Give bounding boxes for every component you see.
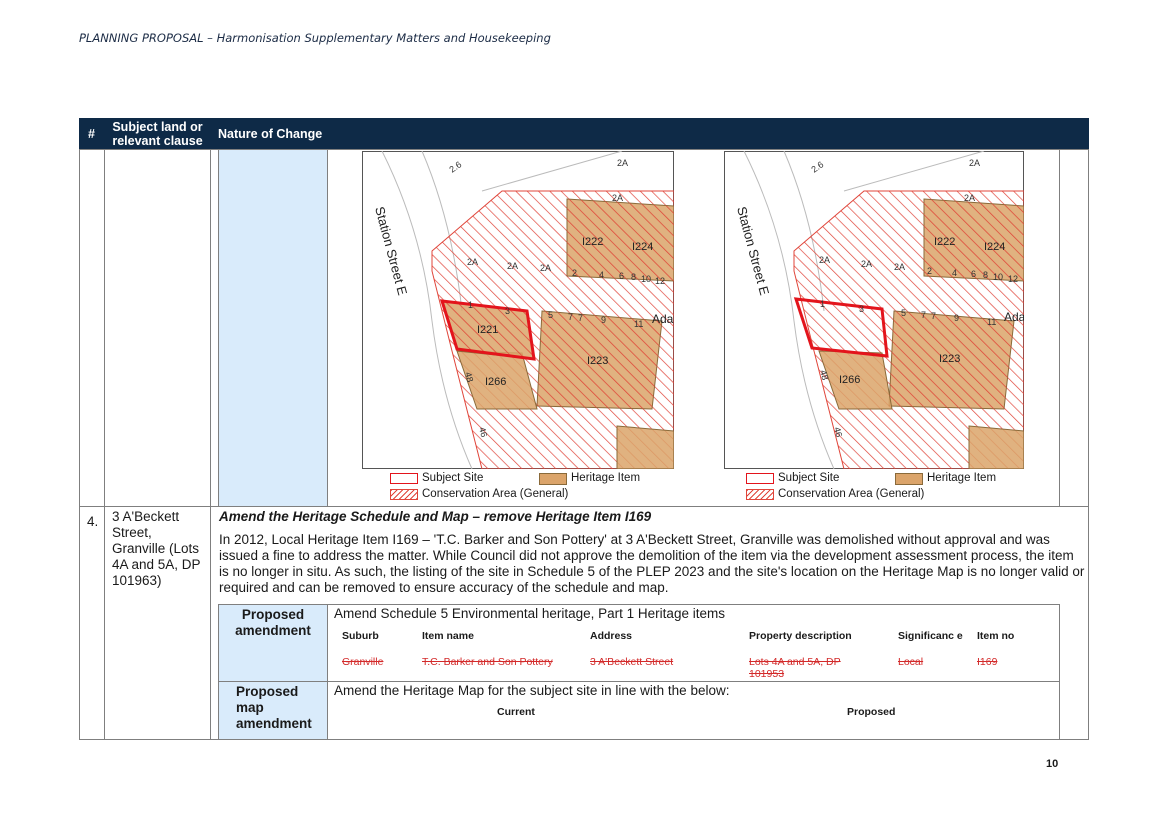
map-heritage-label: I224 (984, 241, 1006, 253)
map-heritage-label: I223 (939, 353, 961, 365)
subject-land-text: 3 A'Beckett Street, Granville (Lots 4A and 5A, DP 101963) (112, 509, 201, 588)
map-street-label: Station Street E (372, 204, 411, 297)
map-lot-label: 2A (969, 158, 981, 168)
map-lot-number: 6 (619, 271, 625, 281)
map-lot-number: 7 (931, 311, 937, 321)
current-map-legend (390, 472, 690, 502)
map-lot-number: 46 (477, 425, 490, 439)
schedule-header-item-name: Item name (422, 630, 474, 642)
amendment-paragraph: In 2012, Local Heritage Item I169 – 'T.C. Barker and Son Pottery' at 3 A'Beckett Street, Granville was demolished without approval and was issued a fine to address the matter. While Council did not approve the demolition of the item via the development assessment process, the item is no longer in situ. As such, the listing of the site in Schedule 5 of the PLEP 2023 and the site's location on the Heritage Map is no longer valid or required and can be removed to ensure accuracy of the schedule and map. (219, 532, 1085, 595)
conservation-swatch (390, 489, 418, 500)
map-lot-number: 1 (820, 299, 826, 309)
map-lot-number: 3 (859, 304, 865, 314)
subject-site-swatch (390, 473, 418, 484)
schedule-cell-significance: Local (898, 656, 924, 668)
map-lot-number: 12 (655, 276, 666, 286)
map-heritage-label: I266 (485, 376, 507, 388)
map-lot-number: 4 (599, 270, 605, 280)
row3-subject-cell (104, 149, 211, 507)
map-heritage-label: I222 (934, 236, 956, 248)
col-header-number: # (79, 118, 104, 149)
map-heritage-label: I266 (839, 374, 861, 386)
map-lot-label: 2A (467, 257, 479, 267)
heritage-item-swatch (895, 473, 923, 485)
map-lot-label: 2A (894, 262, 906, 272)
proposed-map-legend (746, 472, 1036, 502)
proposed-amendment-label: Proposed amendment (235, 607, 311, 638)
proposed-map-text: Amend the Heritage Map for the subject site in line with the below: (334, 683, 730, 698)
proposed-map-label: Proposed map amendment (236, 684, 312, 731)
row3-blue-label-cell (218, 149, 328, 507)
map-lot-label: 2A (617, 158, 629, 168)
map-lot-label: 2A (540, 263, 552, 273)
map-proposed-label: Proposed (847, 706, 896, 718)
map-heritage-label: I221 (477, 324, 499, 336)
proposed-map-cell (327, 681, 1060, 740)
schedule-header-suburb: Suburb (342, 630, 379, 642)
schedule-header-property: Property description (749, 630, 852, 642)
proposed-heritage-map (724, 151, 1024, 469)
legend-subject-site: Subject Site (778, 472, 840, 484)
map-lot-number: 9 (954, 313, 960, 323)
map-heritage-label: I224 (632, 241, 654, 253)
proposed-amendment-text: Amend Schedule 5 Environmental heritage, Part 1 Heritage items (334, 606, 725, 621)
map-lot-number: 4 (952, 268, 958, 278)
map-heritage-label: I223 (587, 355, 609, 367)
map-street-label: Station Street E (734, 204, 773, 297)
map-lot-label: 2A (612, 193, 624, 203)
row4-number-cell (79, 506, 105, 740)
map-lot-number: 46 (832, 425, 845, 439)
row4-subject-cell (104, 506, 211, 740)
legend-subject-site: Subject Site (422, 472, 484, 484)
col-header-subject: Subject land or relevant clause (105, 118, 210, 149)
map-street-fragment: Ada (652, 312, 674, 326)
map-lot-number: 11 (987, 317, 997, 327)
map-lot-number: 7 (568, 312, 574, 322)
schedule-header-significance: Significanc e (898, 630, 963, 642)
map-lot-number: 7 (921, 310, 927, 320)
map-lot-number: 6 (971, 269, 977, 279)
legend-conservation: Conservation Area (General) (778, 488, 925, 500)
map-lot-number: 10 (993, 272, 1004, 282)
proposed-amendment-label-cell (218, 604, 328, 682)
schedule-cell-address: 3 A'Beckett Street (590, 656, 674, 668)
map-lot-label: 2A (819, 255, 831, 265)
schedule-cell-property: Lots 4A and 5A, DP 101953 (749, 656, 841, 680)
map-lot-label: 2A (861, 259, 873, 269)
map-lot-number: 2 (927, 266, 933, 276)
page-header: PLANNING PROPOSAL – Harmonisation Supplementary Matters and Housekeeping (79, 31, 551, 45)
map-lot-number: 9 (601, 315, 607, 325)
map-street-fragment: Ada (1004, 310, 1024, 324)
map-lot-label: 2A (964, 193, 976, 203)
proposed-amendment-cell (327, 604, 1060, 682)
schedule-header-address: Address (590, 630, 633, 642)
amendment-heading: Amend the Heritage Schedule and Map – remove Heritage Item I169 (219, 509, 652, 524)
schedule-header-item-no: Item no (977, 630, 1015, 642)
map-lot-number: 8 (983, 270, 989, 280)
subject-site-swatch (746, 473, 774, 484)
map-lot-number: 5 (901, 308, 907, 318)
map-current-label: Current (497, 706, 535, 718)
row3-number-cell (79, 149, 105, 507)
map-lot-number: 7 (578, 313, 584, 323)
map-lot-label: 2A (507, 261, 519, 271)
map-lot-number: 2 (572, 268, 578, 278)
page-number: 10 (1046, 758, 1059, 770)
legend-heritage-item: Heritage Item (571, 472, 641, 484)
row-number: 4. (87, 514, 99, 529)
map-lot-number: 1 (468, 300, 474, 310)
map-lot-number: 12 (1008, 274, 1019, 284)
conservation-swatch (746, 489, 774, 500)
map-lot-number: 3 (505, 306, 511, 316)
heritage-item-swatch (539, 473, 567, 485)
current-heritage-map (362, 151, 674, 469)
map-lot-number: 5 (548, 310, 554, 320)
map-lot-number: 48 (818, 368, 831, 382)
map-lot-label: 2.6 (447, 159, 464, 175)
map-lot-number: 48 (463, 370, 476, 384)
map-lot-number: 11 (634, 319, 644, 329)
col-header-nature: Nature of Change (218, 118, 518, 149)
map-lot-label: 2.6 (809, 159, 826, 175)
proposed-map-label-cell (218, 681, 328, 740)
legend-conservation: Conservation Area (General) (422, 488, 569, 500)
schedule-cell-suburb: Granville (342, 656, 384, 668)
schedule-cell-item-no: I169 (977, 656, 998, 668)
legend-heritage-item: Heritage Item (927, 472, 997, 484)
map-heritage-label: I222 (582, 236, 604, 248)
schedule-cell-item-name: T.C. Barker and Son Pottery (422, 656, 553, 668)
map-lot-number: 8 (631, 272, 637, 282)
map-lot-number: 10 (641, 274, 652, 284)
